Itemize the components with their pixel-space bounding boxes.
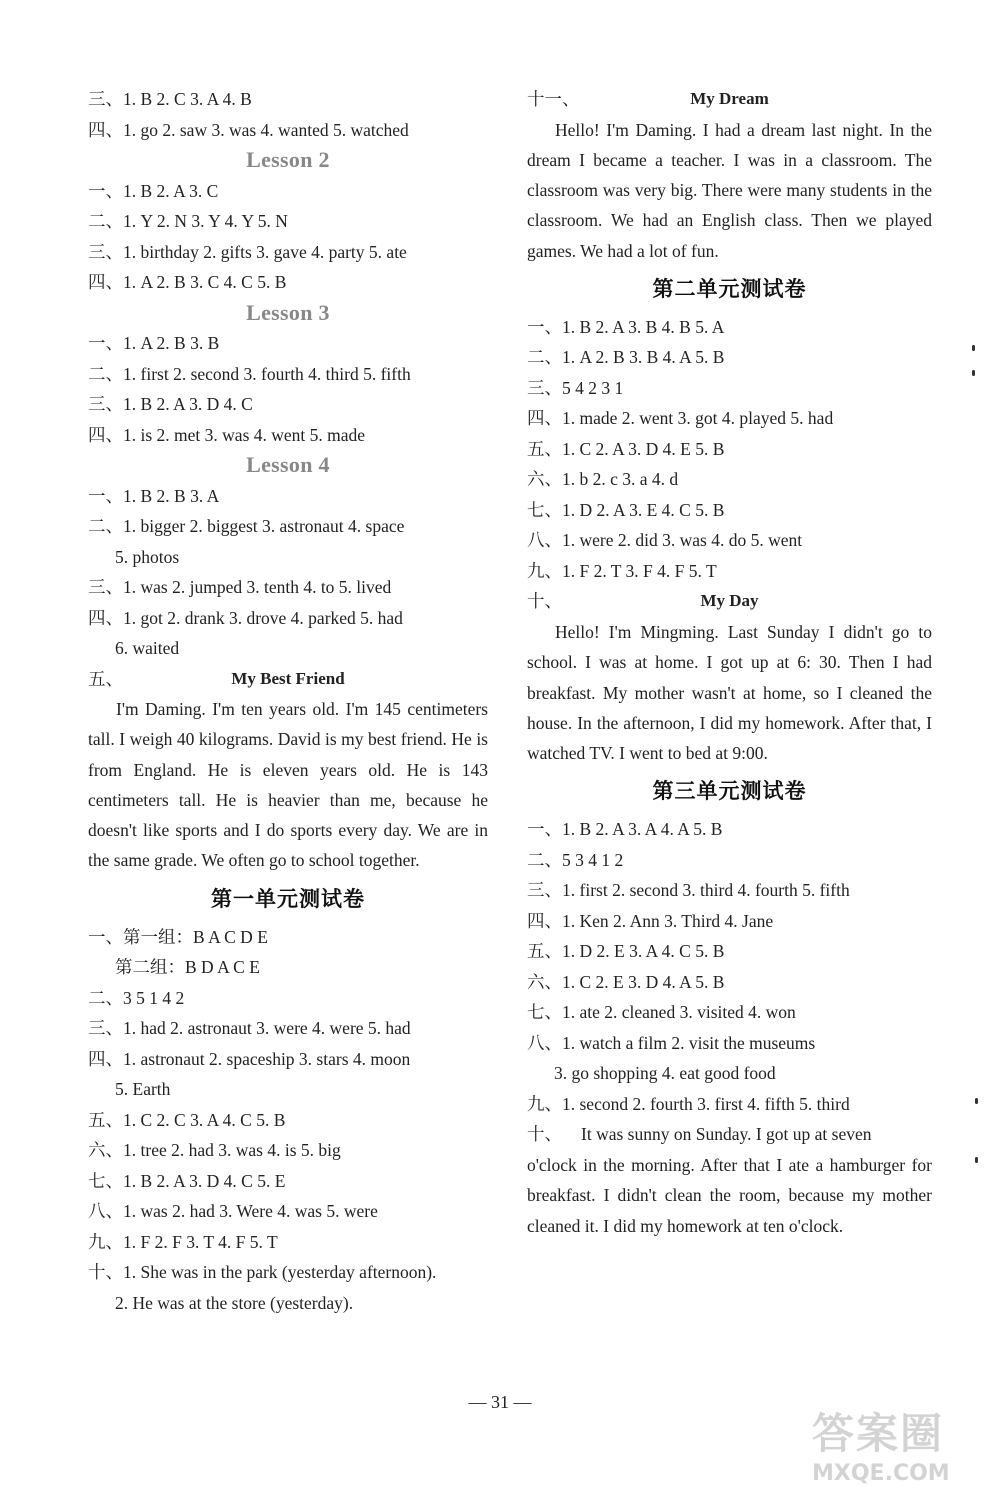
essay-paragraph	[527, 1150, 932, 1241]
answer-line: 六、1. b 2. c 3. a 4. d	[527, 469, 679, 490]
answer-line: 一、1. B 2. A 3. A 4. A 5. B	[527, 819, 723, 840]
lesson-heading: Lesson 2	[246, 147, 330, 172]
margin-mark	[972, 345, 975, 351]
margin-mark	[972, 370, 975, 376]
answer-line: 八、1. watch a film 2. visit the museums	[527, 1032, 816, 1053]
answer-line: 九、1. second 2. fourth 3. first 4. fifth 5. third	[527, 1093, 850, 1114]
answer-line: 四、1. made 2. went 3. got 4. played 5. had	[527, 408, 834, 429]
section-title: 第二单元测试卷	[652, 276, 807, 301]
answer-line: 三、5 4 2 3 1	[527, 377, 624, 398]
page-number: — 31 —	[468, 1392, 532, 1412]
watermark-logo	[812, 1401, 982, 1486]
answer-line: 2. He was at the store (yesterday).	[115, 1292, 354, 1313]
essay-heading	[527, 586, 932, 617]
answer-line: 五、1. C 2. A 3. D 4. E 5. B	[527, 438, 725, 459]
answer-line: 一、1. B 2. A 3. C	[88, 180, 219, 201]
answer-line: 七、1. D 2. A 3. E 4. C 5. B	[527, 499, 725, 520]
margin-mark	[975, 1157, 978, 1163]
watermark-url: MXQE.COM	[812, 1461, 950, 1486]
essay-heading	[88, 664, 488, 695]
answer-line: 3. go shopping 4. eat good food	[554, 1063, 776, 1084]
question-number: 十一、	[527, 89, 580, 109]
essay-text: It was sunny on Sunday. I got up at seven	[581, 1124, 872, 1145]
answer-line: 二、5 3 4 1 2	[527, 849, 624, 870]
essay-text: o'clock in the morning. After that I ate a hamburger for breakfast. I didn't clean the room, because my mother cleaned it. I did my homework at ten o'clock.	[527, 1154, 932, 1236]
question-number: 十、	[527, 591, 562, 612]
essay-paragraph	[527, 617, 932, 768]
essay-paragraph	[88, 694, 488, 876]
answer-line: 6. waited	[115, 638, 180, 658]
section-title: 第一单元测试卷	[211, 886, 365, 911]
essay-first-line	[527, 1119, 932, 1150]
answer-line: 四、1. astronaut 2. spaceship 3. stars 4. moon	[88, 1048, 411, 1069]
answer-line: 十、1. She was in the park (yesterday afternoon).	[88, 1262, 437, 1283]
answer-line: 一、1. A 2. B 3. B	[88, 333, 220, 353]
question-number: 十、	[527, 1124, 562, 1145]
answer-line: 四、1. go 2. saw 3. was 4. wanted 5. watched	[88, 119, 409, 140]
answer-line: 四、1. is 2. met 3. was 4. went 5. made	[88, 424, 366, 445]
answer-line: 六、1. C 2. E 3. D 4. A 5. B	[527, 971, 725, 992]
answer-line: 三、1. birthday 2. gifts 3. gave 4. party 5. ate	[88, 241, 407, 262]
essay-title: My Day	[700, 591, 759, 611]
answer-line: 二、3 5 1 4 2	[88, 987, 185, 1008]
answer-line: 一、1. B 2. A 3. B 4. B 5. A	[527, 316, 725, 337]
essay-heading	[527, 84, 932, 115]
answer-line: 八、1. were 2. did 3. was 4. do 5. went	[527, 530, 803, 551]
left-column	[88, 84, 488, 1318]
answer-line: 一、第一组：B A C D E	[88, 926, 268, 947]
answer-line: 三、1. first 2. second 3. third 4. fourth 5. fifth	[527, 880, 850, 901]
answer-line: 九、1. F 2. T 3. F 4. F 5. T	[527, 560, 717, 581]
question-number: 五、	[88, 668, 123, 689]
answer-line: 二、1. A 2. B 3. B 4. A 5. B	[527, 347, 725, 368]
answer-line: 三、1. B 2. A 3. D 4. C	[88, 394, 253, 414]
answer-line: 二、1. first 2. second 3. fourth 4. third 5. fifth	[88, 363, 411, 384]
essay-text: I'm Daming. I'm ten years old. I'm 145 centimeters tall. I weigh 40 kilograms. David is my best friend. He is from England. He is eleven years old. He is 143 centimeters tall. He is heavier than me, because he doesn't like sports and I do sports every day. We are in the same grade. We often go to school together.	[88, 699, 488, 871]
answer-line: 5. photos	[115, 546, 180, 567]
answer-line: 第二组：B D A C E	[115, 957, 260, 978]
essay-title: My Dream	[690, 89, 769, 108]
essay-text: Hello! I'm Mingming. Last Sunday I didn't go to school. I was at home. I got up at 6: 30. Then I had breakfast. My mother wasn't at home, so I cleaned the house. In the afternoon, I did my homework. After that, I watched TV. I went to bed at 9:00.	[527, 621, 932, 764]
answer-line: 三、1. had 2. astronaut 3. were 4. were 5. had	[88, 1018, 411, 1039]
answer-line: 九、1. F 2. F 3. T 4. F 5. T	[88, 1231, 278, 1252]
margin-mark	[975, 1098, 978, 1104]
essay-title: My Best Friend	[231, 668, 345, 688]
answer-line: 五、1. D 2. E 3. A 4. C 5. B	[527, 941, 725, 962]
answer-line: 三、1. was 2. jumped 3. tenth 4. to 5. lived	[88, 577, 392, 597]
answer-line: 5. Earth	[115, 1079, 171, 1100]
right-column	[527, 84, 932, 1241]
answer-line: 二、1. bigger 2. biggest 3. astronaut 4. space	[88, 516, 405, 536]
answer-line: 五、1. C 2. C 3. A 4. C 5. B	[88, 1109, 286, 1130]
section-title: 第三单元测试卷	[652, 779, 807, 804]
answer-line: 七、1. B 2. A 3. D 4. C 5. E	[88, 1170, 286, 1191]
essay-text: Hello! I'm Daming. I had a dream last night. In the dream I became a teacher. I was in a classroom. The classroom was very big. There were many students in the classroom. We had an English class. Then we played games. We had a lot of fun.	[527, 119, 932, 261]
answer-line: 四、1. got 2. drank 3. drove 4. parked 5. had	[88, 607, 403, 628]
answer-line: 八、1. was 2. had 3. Were 4. was 5. were	[88, 1201, 378, 1222]
watermark-text: 答案圈	[812, 1409, 945, 1458]
lesson-heading: Lesson 3	[246, 299, 330, 325]
answer-line: 七、1. ate 2. cleaned 3. visited 4. won	[527, 1002, 796, 1023]
lesson-heading: Lesson 4	[246, 452, 330, 477]
answer-line: 四、1. Ken 2. Ann 3. Third 4. Jane	[527, 910, 774, 931]
answer-line: 二、1. Y 2. N 3. Y 4. Y 5. N	[88, 211, 288, 231]
answer-line: 六、1. tree 2. had 3. was 4. is 5. big	[88, 1140, 341, 1161]
answer-line: 一、1. B 2. B 3. A	[88, 485, 220, 506]
answer-line: 四、1. A 2. B 3. C 4. C 5. B	[88, 272, 287, 292]
answer-line: 三、1. B 2. C 3. A 4. B	[88, 89, 252, 109]
essay-paragraph	[527, 115, 932, 266]
